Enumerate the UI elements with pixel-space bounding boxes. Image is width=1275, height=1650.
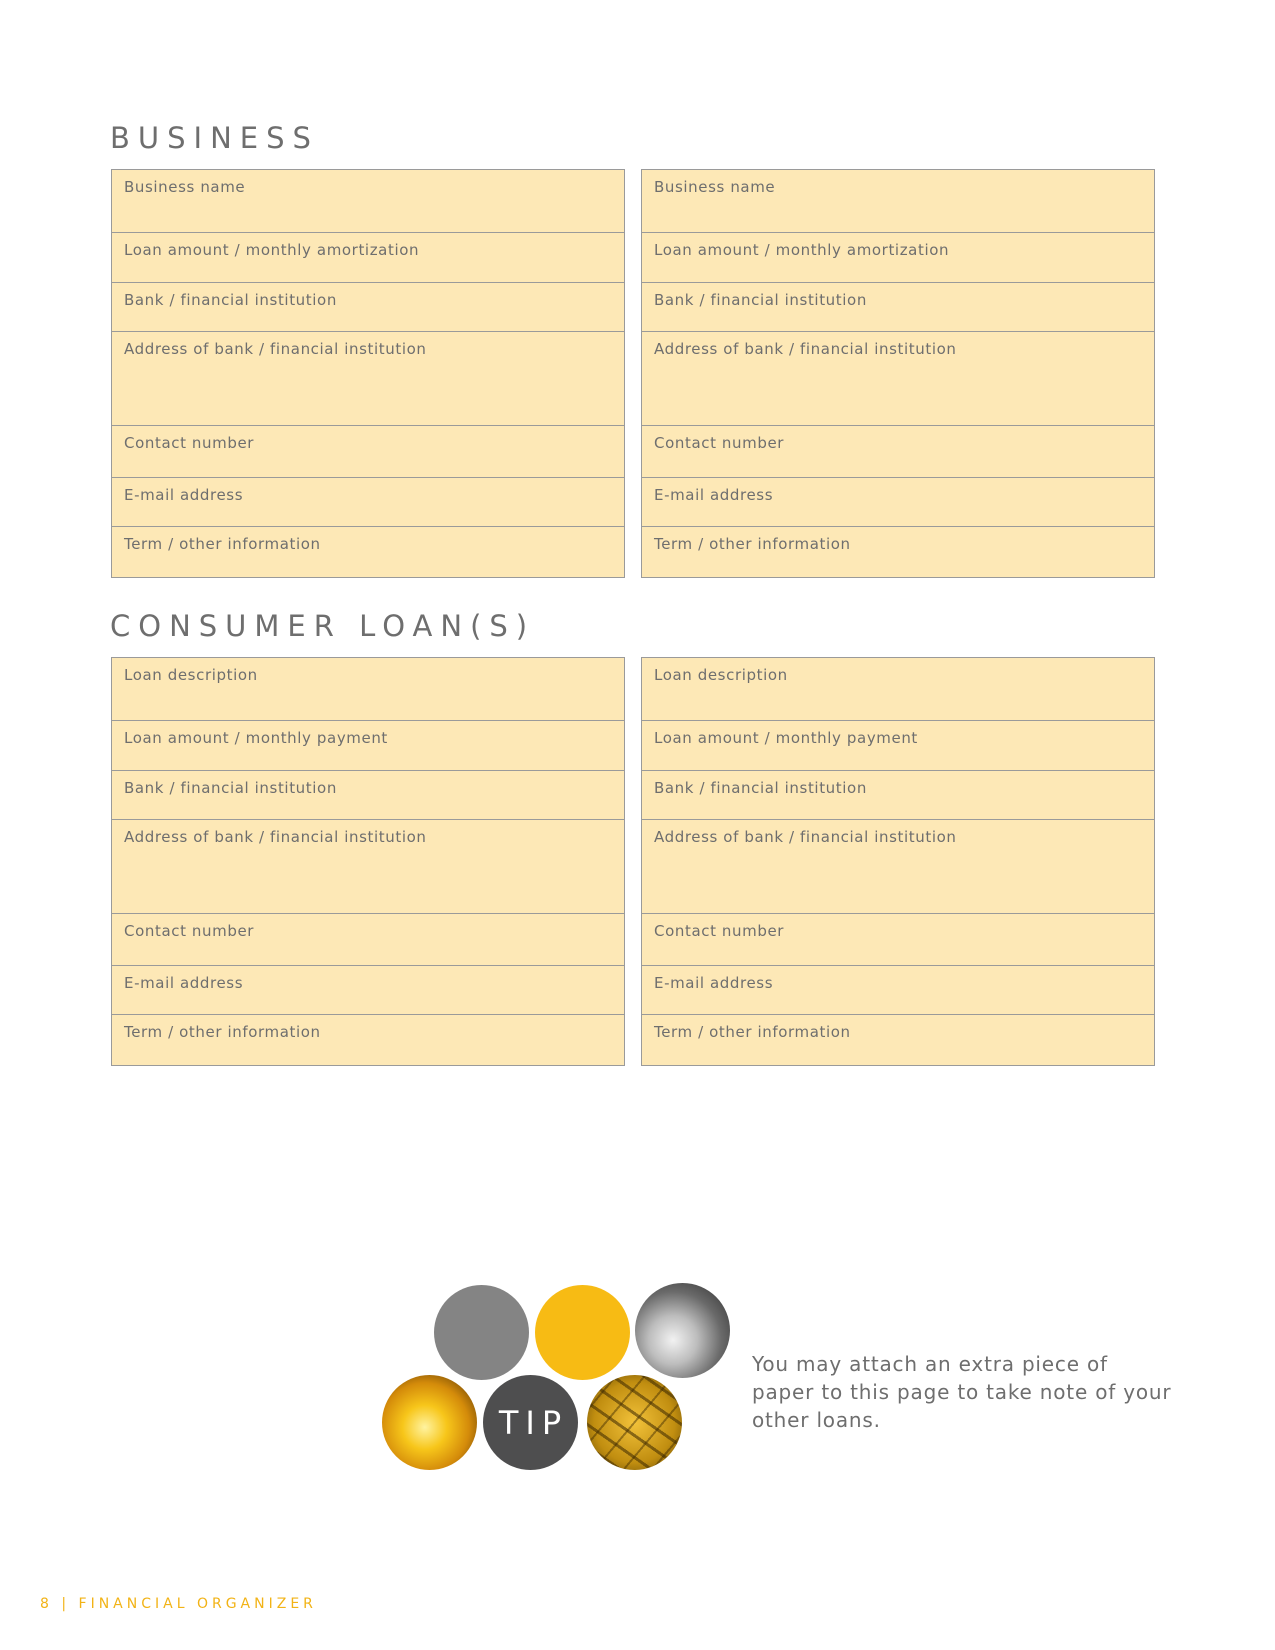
loan-amount-field[interactable]: Loan amount / monthly amortization [642, 233, 1154, 283]
loan-description-field[interactable]: Loan description [112, 658, 624, 721]
email-field[interactable]: E-mail address [112, 478, 624, 527]
bank-address-field[interactable]: Address of bank / financial institution [112, 332, 624, 426]
term-field[interactable]: Term / other information [124, 1023, 321, 1041]
contact-number-field[interactable]: Contact number [642, 914, 1154, 966]
loan-description-field[interactable]: Loan description [642, 658, 1154, 721]
loan-amount-field[interactable]: Loan amount / monthly amortization [112, 233, 624, 283]
bank-address-field[interactable]: Address of bank / financial institution [642, 332, 1154, 426]
page-footer: 8 | FINANCIAL ORGANIZER [40, 1596, 317, 1612]
contact-number-field[interactable]: Contact number [112, 914, 624, 966]
consumer-loans-section-title: CONSUMER LOAN(S) [110, 609, 536, 643]
term-field[interactable]: Term / other information [654, 1023, 851, 1041]
email-field[interactable]: E-mail address [112, 966, 624, 1015]
business-name-field[interactable]: Business name [642, 170, 1154, 233]
fire-photo-circle-icon [382, 1375, 477, 1470]
yellow-circle-icon [535, 1285, 630, 1380]
loan-amount-field[interactable]: Loan amount / monthly payment [642, 721, 1154, 771]
bank-field[interactable]: Bank / financial institution [642, 771, 1154, 820]
term-field[interactable]: Term / other information [654, 535, 851, 553]
tip-text: You may attach an extra piece of paper to this page to take note of your other loans. [752, 1352, 1172, 1432]
bank-field[interactable]: Bank / financial institution [112, 283, 624, 332]
bw-photo-circle-icon [635, 1283, 730, 1378]
loan-amount-field[interactable]: Loan amount / monthly payment [112, 721, 624, 771]
email-field[interactable]: E-mail address [642, 966, 1154, 1015]
contact-number-field[interactable]: Contact number [112, 426, 624, 478]
tip-badge [483, 1375, 578, 1470]
contact-number-field[interactable]: Contact number [642, 426, 1154, 478]
consumer-form-right [641, 657, 1155, 1066]
bank-field[interactable]: Bank / financial institution [642, 283, 1154, 332]
gray-circle-icon [434, 1285, 529, 1380]
bank-field[interactable]: Bank / financial institution [112, 771, 624, 820]
business-form-left [111, 169, 625, 578]
glass-photo-circle-icon [587, 1375, 682, 1470]
tip-label: TIP [498, 1403, 569, 1442]
business-form-right [641, 169, 1155, 578]
email-field[interactable]: E-mail address [642, 478, 1154, 527]
consumer-form-left [111, 657, 625, 1066]
bank-address-field[interactable]: Address of bank / financial institution [642, 820, 1154, 914]
bank-address-field[interactable]: Address of bank / financial institution [112, 820, 624, 914]
business-name-field[interactable]: Business name [112, 170, 624, 233]
term-field[interactable]: Term / other information [124, 535, 321, 553]
business-section-title: BUSINESS [110, 121, 319, 155]
